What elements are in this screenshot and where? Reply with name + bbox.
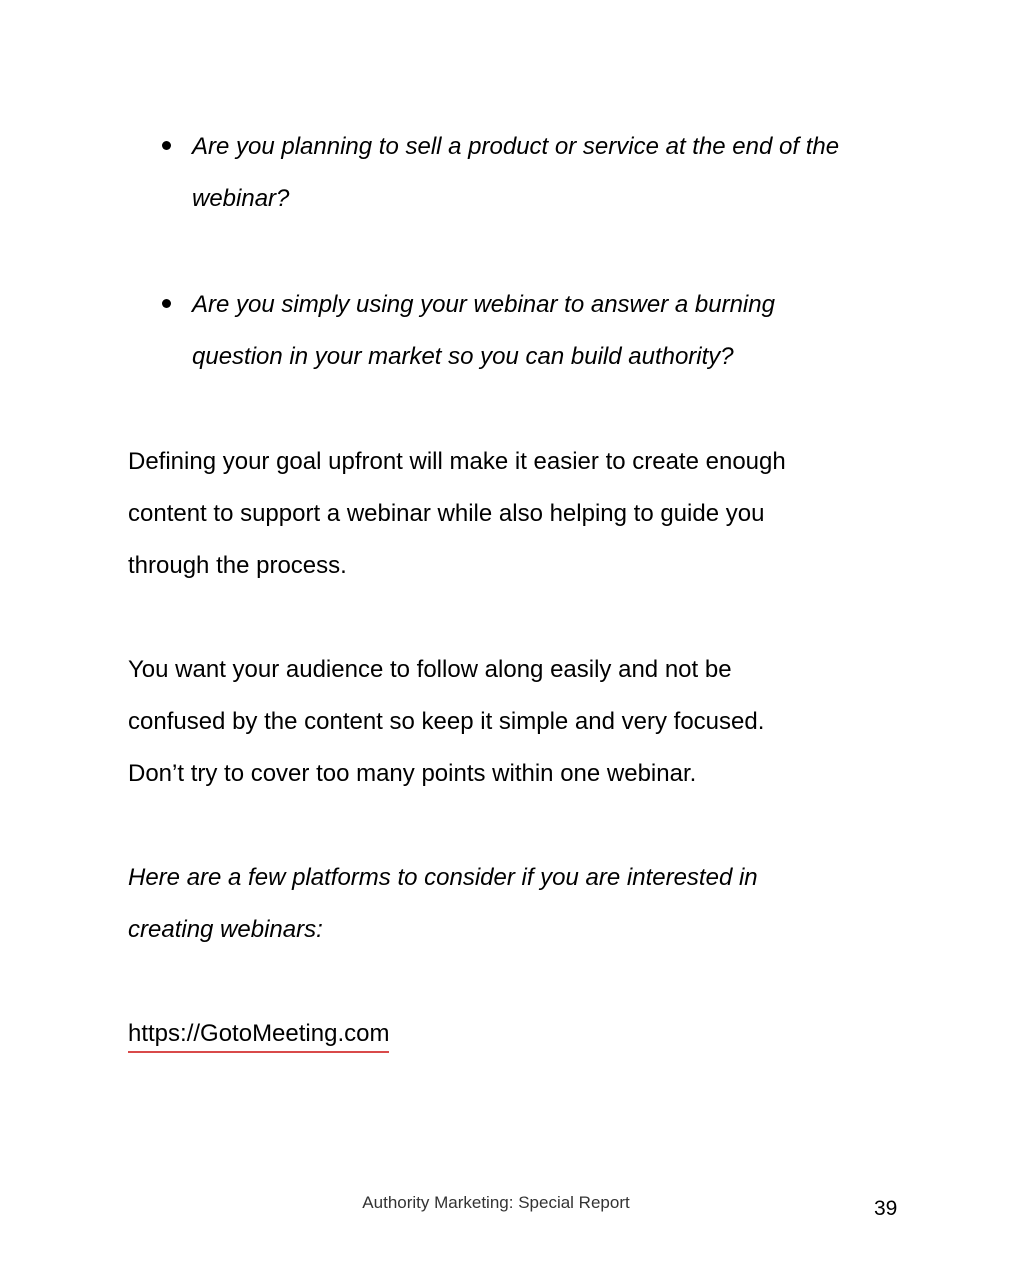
gotomeeting-link[interactable]: https://GotoMeeting.com — [128, 1008, 389, 1053]
bullet-icon — [162, 299, 171, 308]
bullet-item-1-line-2: webinar? — [192, 185, 290, 212]
bullet-item-2-line-1: Are you simply using your webinar to answer a burning — [192, 291, 775, 318]
paragraph-3-line-1: Here are a few platforms to consider if you are interested in — [128, 864, 758, 891]
bullet-item-2-line-2: question in your market so you can build authority? — [192, 343, 734, 370]
page-number: 39 — [874, 1197, 898, 1220]
paragraph-3-line-2: creating webinars: — [128, 916, 323, 943]
paragraph-2-line-1: You want your audience to follow along easily and not be — [128, 656, 732, 683]
paragraph-1-line-3: through the process. — [128, 552, 347, 579]
paragraph-2-line-3: Don’t try to cover too many points within one webinar. — [128, 760, 697, 787]
paragraph-2-line-2: confused by the content so keep it simple and very focused. — [128, 708, 765, 735]
footer-title: Authority Marketing: Special Report — [362, 1193, 630, 1212]
bullet-icon — [162, 141, 171, 150]
paragraph-1-line-2: content to support a webinar while also helping to guide you — [128, 500, 765, 527]
paragraph-1-line-1: Defining your goal upfront will make it easier to create enough — [128, 448, 786, 475]
bullet-item-1-line-1: Are you planning to sell a product or service at the end of the — [192, 133, 840, 160]
